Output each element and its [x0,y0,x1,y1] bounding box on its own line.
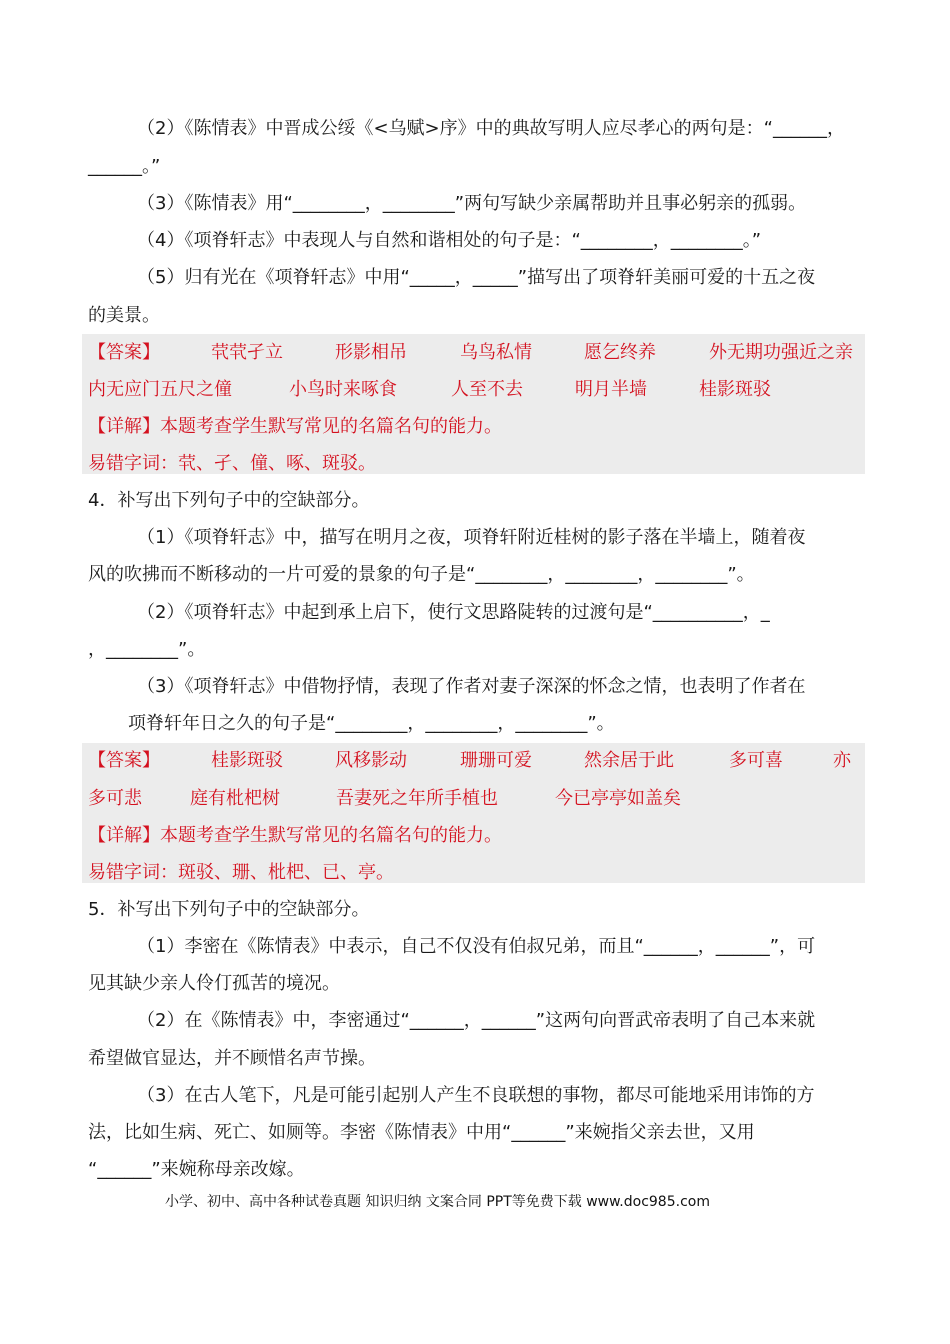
q4-item1-line2: 风的吹拂而不断移动的一片可爱的景象的句子是“________，________，________”。 [88,564,755,585]
answer-item: 明月半墙 [575,379,647,400]
answer-errors: 易错字词：斑驳、珊、枇杷、已、亭。 [88,862,394,883]
answer-item: 外无期功强近之亲 [709,342,853,363]
answer-item: 茕茕孑立 [211,342,283,363]
answer-item: 桂影斑驳 [211,750,283,771]
q4-item2-line1: （2）《项脊轩志》中起到承上启下，使行文思路陡转的过渡句是“__________，_ [137,602,770,623]
q5-item3-line1: （3）在古人笔下，凡是可能引起别人产生不良联想的事物，都尽可能地采用讳饰的方 [137,1085,815,1106]
q4-item3-line2: 项脊轩年日之久的句子是“________，________，________”。 [128,713,615,734]
q5-item2-line1: （2）在《陈情表》中，李密通过“______，______”这两句向晋武帝表明了自己本来就 [137,1010,816,1031]
question-5-title: 5．补写出下列句子中的空缺部分。 [88,899,370,920]
q5-item3-line3: “______”来婉称母亲改嫁。 [88,1159,305,1180]
answer-item: 风移影动 [335,750,407,771]
answer-errors: 易错字词：茕、孑、僮、啄、斑驳。 [88,453,376,474]
q3-item2-line2: ______。” [88,156,161,177]
answer-item: 然余居于此 [584,750,674,771]
answer-item: 多可喜 [729,750,783,771]
q3-item5-line1: （5）归有光在《项脊轩志》中用“_____，_____”描写出了项脊轩美丽可爱的十五之夜 [137,267,816,288]
q5-item1-line2: 见其缺少亲人伶仃孤苦的境况。 [88,973,340,994]
q4-item3-line1: （3）《项脊轩志》中借物抒情，表现了作者对妻子深深的怀念之情，也表明了作者在 [137,676,806,697]
answer-detail: 【详解】本题考查学生默写常见的名篇名句的能力。 [88,416,502,437]
q3-item5-line2: 的美景。 [88,305,160,326]
question-4-title: 4．补写出下列句子中的空缺部分。 [88,490,370,511]
answer-item: 桂影斑驳 [699,379,771,400]
q5-item2-line2: 希望做官显达，并不顾惜名声节操。 [88,1048,376,1069]
answer-item: 多可悲 [88,788,142,809]
answer-item: 愿乞终养 [584,342,656,363]
answer-item: 今已亭亭如盖矣 [555,788,681,809]
answer-item: 珊珊可爱 [460,750,532,771]
q5-item1-line1: （1）李密在《陈情表》中表示，自己不仅没有伯叔兄弟，而且“______，______”，可 [137,936,816,957]
q5-item3-line2: 法，比如生病、死亡、如厕等。李密《陈情表》中用“______”来婉指父亲去世，又用 [88,1122,755,1143]
answer-label: 【答案】 [88,750,160,771]
answer-item: 吾妻死之年所手植也 [336,788,498,809]
q3-item2-line1: （2）《陈情表》中晋成公绥《<乌赋>序》中的典故写明人应尽孝心的两句是：“______， [137,118,845,139]
answer-item: 内无应门五尺之僮 [88,379,232,400]
answer-item: 小鸟时来啄食 [289,379,397,400]
answer-item: 乌鸟私情 [460,342,532,363]
answer-item: 庭有枇杷树 [190,788,280,809]
q3-item3: （3）《陈情表》用“________，________”两句写缺少亲属帮助并且事必躬亲的孤弱。 [137,193,807,214]
answer-item: 亦 [833,750,851,771]
answer-item: 形影相吊 [335,342,407,363]
answer-detail: 【详解】本题考查学生默写常见的名篇名句的能力。 [88,825,502,846]
answer-label: 【答案】 [88,342,160,363]
answer-item: 人至不去 [451,379,523,400]
page-footer: 小学、初中、高中各种试卷真题 知识归纳 文案合同 PPT等免费下载 www.doc985.com [165,1194,710,1210]
q4-item2-line2: ，________”。 [88,639,206,660]
q3-item4: （4）《项脊轩志》中表现人与自然和谐相处的句子是：“________，________。” [137,230,762,251]
q4-item1-line1: （1）《项脊轩志》中，描写在明月之夜，项脊轩附近桂树的影子落在半墙上，随着夜 [137,527,806,548]
